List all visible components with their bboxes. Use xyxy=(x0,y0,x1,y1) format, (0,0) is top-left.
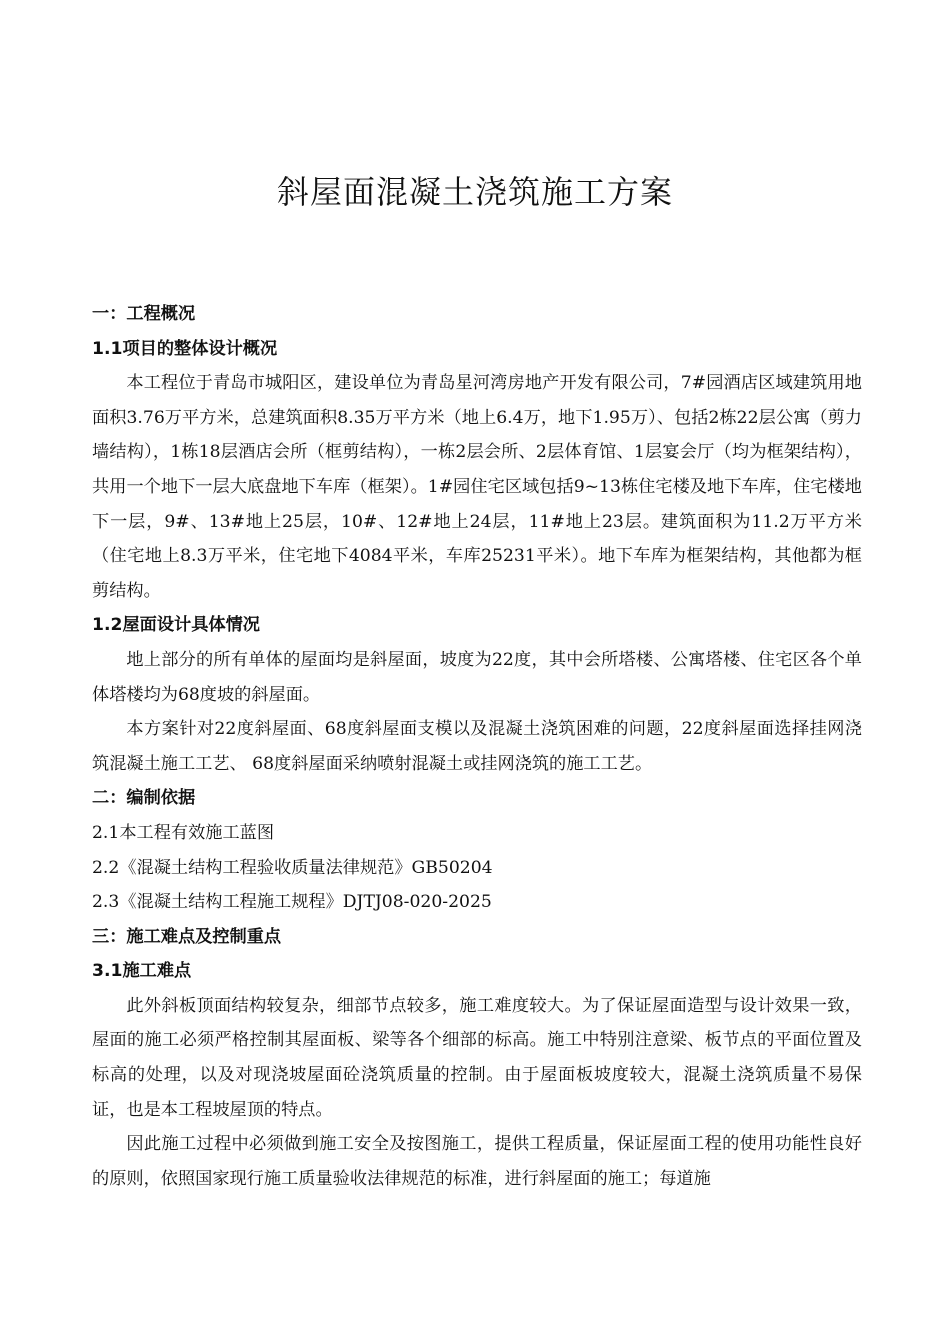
paragraph-project-description: 本工程位于青岛市城阳区，建设单位为青岛星河湾房地产开发有限公司，7#园酒店区域建筑用地面积3.76万平方米，总建筑面积8.35万平方米（地上6.4万，地下1.95万）、包括2栋22层公寓（剪力墙结构），1栋18层酒店会所（框剪结构），一栋2层会所、2层体育馆、1层宴会厅（均为框架结构），共用一个地下一层大底盘地下车库（框架）。1#园住宅区域包括9~13栋住宅楼及地下车库，住宅楼地下一层，9#、13#地上25层，10#、12#地上24层，11#地上23层。建筑面积为11.2万平方米（住宅地上8.3万平米，住宅地下4084平米，车库25231平米）。地下车库为框架结构，其他都为框剪结构。 xyxy=(92,373,862,601)
paragraph-construction-approach: 本方案针对22度斜屋面、68度斜屋面支模以及混凝土浇筑困难的问题，22度斜屋面选择挂网浇筑混凝土施工工艺、 68度斜屋面采纳喷射混凝土或挂网浇筑的施工工艺。 xyxy=(92,719,862,774)
paragraph-quality-principles: 因此施工过程中必须做到施工安全及按图施工，提供工程质量，保证屋面工程的使用功能性良好的原则，依照国家现行施工质量验收法律规范的标准，进行斜屋面的施工；每道施 xyxy=(92,1134,862,1189)
list-item-basis-3: 2.3《混凝土结构工程施工规程》DJTJ08-020-2025 xyxy=(92,892,492,913)
paragraph-difficulties-detail: 此外斜板顶面结构较复杂，细部节点较多，施工难度较大。为了保证屋面造型与设计效果一致，屋面的施工必须严格控制其屋面板、梁等各个细部的标高。施工中特别注意梁、板节点的平面位置及标高的处理，以及对现浇坡屋面砼浇筑质量的控制。由于屋面板坡度较大，混凝土浇筑质量不易保证，也是本工程坡屋顶的特点。 xyxy=(92,995,862,1120)
section-heading-overview: 一：工程概况 xyxy=(92,304,196,324)
subsection-heading-difficulties: 3.1施工难点 xyxy=(92,961,192,982)
subsection-heading-roof-design: 1.2屋面设计具体情况 xyxy=(92,615,260,636)
paragraph-roof-slope: 地上部分的所有单体的屋面均是斜屋面，坡度为22度，其中会所塔楼、公寓塔楼、住宅区各个单体塔楼均为68度坡的斜屋面。 xyxy=(92,649,862,705)
subsection-heading-design-overview: 1.1项目的整体设计概况 xyxy=(92,338,278,359)
document-body xyxy=(92,297,862,1196)
section-heading-basis: 二：编制依据 xyxy=(92,788,196,809)
list-item-basis-2: 2.2《混凝土结构工程验收质量法律规范》GB50204 xyxy=(92,857,493,878)
list-item-basis-1: 2.1本工程有效施工蓝图 xyxy=(92,822,275,843)
section-heading-difficulties: 三：施工难点及控制重点 xyxy=(92,926,282,947)
document-title: 斜屋面混凝土浇筑施工方案 xyxy=(276,173,673,211)
